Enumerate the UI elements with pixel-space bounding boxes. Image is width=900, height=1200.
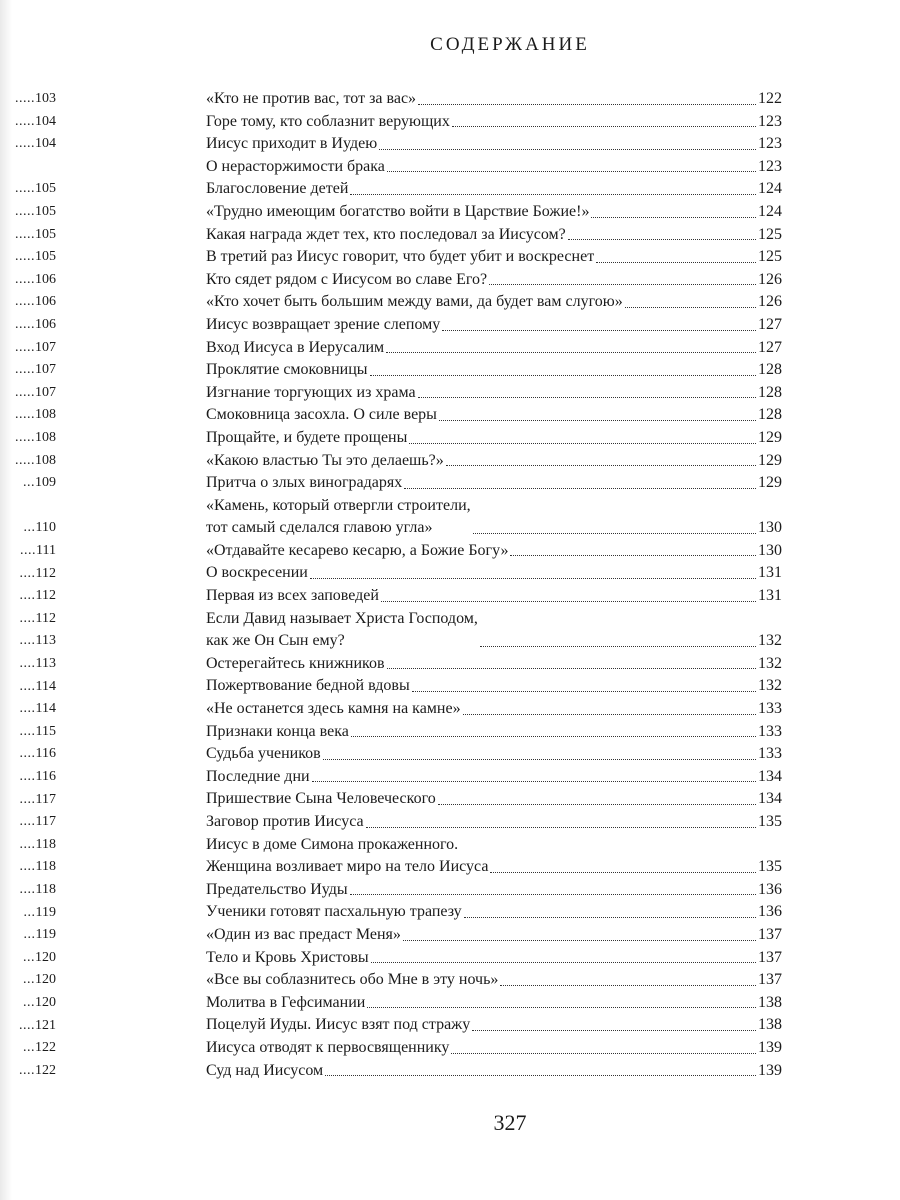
toc-entry (206, 766, 782, 789)
left-page-number (19, 1015, 56, 1037)
left-dot-leader: ..... (15, 317, 35, 332)
left-dot-leader: ..... (15, 136, 35, 152)
dot-leader (500, 985, 756, 986)
left-page-number (24, 517, 56, 539)
left-page-num: 120 (35, 949, 56, 965)
left-dot-leader: .... (19, 565, 36, 581)
toc-entry-page: 122 (758, 90, 782, 107)
toc-entry (206, 901, 782, 924)
toc-entry (206, 382, 782, 405)
left-page-number (15, 382, 56, 404)
left-page-number (20, 630, 56, 652)
toc-entry-title: Иисуса отводят к первосвященнику (206, 1038, 450, 1056)
left-page-num: 108 (35, 430, 56, 445)
left-page-number (23, 992, 56, 1014)
toc-entry (206, 314, 782, 337)
toc-entry-page: 132 (758, 677, 782, 695)
dot-leader (473, 533, 756, 534)
left-dot-leader: ... (23, 904, 36, 920)
left-dot-leader: .... (19, 723, 36, 739)
left-page-num: 122 (35, 1062, 56, 1078)
toc-entry-page: 130 (758, 541, 782, 559)
dot-leader (442, 330, 756, 331)
left-page-num: 122 (35, 1040, 56, 1056)
left-page-number (15, 269, 56, 291)
left-page-number (15, 224, 56, 246)
toc-entry-title: Благословение детей (206, 180, 349, 198)
left-page-num: 105 (35, 204, 56, 219)
left-page-number (15, 201, 56, 223)
left-page-number (24, 924, 56, 946)
left-page-number (15, 450, 56, 472)
left-dot-leader: ..... (15, 452, 35, 468)
toc-entry-page: 137 (758, 971, 782, 989)
left-page-num: 113 (35, 656, 56, 671)
toc-entry-page: 124 (758, 202, 782, 220)
left-dot-leader: .... (19, 610, 36, 626)
left-page-number (20, 585, 56, 607)
toc-entry-title: Пожертвование бедной вдовы (206, 677, 410, 695)
toc-entry-title: «Отдавайте кесарево кесарю, а Божие Богу» (206, 541, 509, 559)
toc-entry-title: Ученики готовят пасхальную трапезу (206, 903, 462, 921)
page-title: СОДЕРЖАНИЕ (430, 34, 590, 55)
toc-entry (206, 427, 782, 450)
toc-entry-page: 130 (758, 519, 782, 537)
left-page-number (20, 766, 56, 788)
toc-entry-page: 133 (758, 722, 782, 740)
left-dot-leader: ... (23, 949, 35, 965)
left-dot-leader: ... (23, 1040, 35, 1056)
toc-entry-page: 136 (758, 880, 782, 898)
left-page-num: 114 (35, 701, 56, 717)
left-dot-leader: ..... (15, 91, 35, 106)
dot-leader (439, 420, 756, 421)
left-page-num: 113 (35, 633, 56, 649)
toc-entry-title: Притча о злых виноградарях (206, 474, 403, 492)
toc-entry-page: 132 (758, 654, 782, 672)
toc-entry-title: «Какою властью Ты это делаешь?» (206, 451, 444, 469)
dot-leader (418, 397, 756, 398)
left-page-num: 111 (36, 543, 56, 558)
left-page-number (20, 856, 56, 878)
dot-leader (323, 759, 756, 760)
toc-entry (206, 924, 782, 947)
toc-entry-page: 134 (758, 790, 782, 808)
left-page-num: 114 (35, 678, 56, 694)
left-page-number (20, 676, 56, 698)
toc-entry-title: Молитва в Гефсимании (206, 993, 366, 1011)
toc-entry-page: 135 (758, 813, 782, 830)
toc-entry-page: 127 (758, 338, 782, 356)
toc-entry-page: 136 (758, 903, 782, 921)
toc-entry-title: Заговор против Иисуса (206, 813, 364, 830)
dot-leader (412, 691, 756, 692)
toc-entry (206, 969, 782, 992)
toc-entry-page: 127 (758, 315, 782, 333)
left-page-number (23, 472, 56, 494)
left-page-number (20, 653, 56, 675)
toc-entry-title: О воскресении (206, 564, 308, 582)
toc-entry (206, 721, 782, 744)
toc-entry (206, 1060, 782, 1083)
left-dot-leader: ... (23, 927, 36, 943)
page-number: 327 (493, 1110, 527, 1135)
left-dot-leader: ..... (15, 294, 35, 310)
toc-entry-title: Признаки конца века (206, 722, 349, 740)
left-page-number (20, 811, 56, 833)
toc-entry (206, 88, 782, 111)
left-page-num: 115 (35, 723, 56, 739)
left-page-num: 106 (35, 294, 56, 310)
toc-entry-title: «Не останется здесь камня на камне» (206, 700, 461, 718)
toc-entry (206, 675, 782, 698)
left-page-num: 118 (35, 836, 56, 852)
left-dot-leader: ..... (15, 181, 35, 197)
toc-entry-page: 138 (758, 993, 782, 1011)
toc-entry (206, 337, 782, 360)
left-page-num: 120 (35, 995, 56, 1010)
toc-entry (206, 992, 782, 1015)
toc-entry-title: Изгнание торгующих из храма (206, 383, 416, 401)
left-page-number (15, 178, 56, 200)
left-page-num: 107 (35, 384, 56, 400)
left-page-num: 108 (35, 407, 56, 423)
left-page-number (15, 404, 56, 426)
left-dot-leader: ..... (15, 113, 35, 129)
dot-leader (325, 1075, 756, 1076)
toc-entry (206, 834, 782, 879)
left-page-number (23, 947, 56, 969)
toc-entry-page: 132 (758, 632, 782, 650)
dot-leader (409, 443, 756, 444)
left-dot-leader: ..... (15, 362, 35, 378)
toc-entry-page: 125 (758, 225, 782, 243)
left-page-number (15, 291, 56, 313)
toc-entry-page: 139 (758, 1038, 782, 1056)
dot-leader (387, 171, 756, 172)
dot-leader (350, 894, 756, 895)
toc-entry (206, 246, 782, 269)
left-dot-leader: .... (19, 678, 36, 694)
dot-leader (463, 714, 756, 715)
toc-entry (206, 608, 782, 653)
left-page-num: 104 (35, 136, 56, 152)
toc-entry-page: 125 (758, 248, 782, 266)
toc-entry-title: Вход Иисуса в Иерусалим (206, 338, 385, 356)
left-dot-leader: .... (19, 656, 36, 671)
toc-entry-title: Кто сядет рядом с Иисусом во славе Его? (206, 270, 488, 288)
left-dot-leader: .... (20, 543, 37, 558)
toc-entry (206, 879, 782, 902)
left-page-number (15, 133, 56, 155)
toc-entry-page: 126 (758, 270, 782, 288)
dot-leader (510, 555, 756, 556)
toc-entry-title: О нерасторжимости брака (206, 157, 385, 175)
left-page-number (15, 427, 56, 449)
dot-leader (418, 104, 756, 105)
left-dot-leader: ..... (15, 226, 35, 242)
dot-leader (312, 781, 756, 782)
dot-leader (472, 1030, 756, 1031)
toc-entry-title: Смоковница засохла. О силе веры (206, 406, 437, 424)
dot-leader (387, 668, 756, 669)
left-dot-leader: .... (19, 1062, 35, 1078)
left-dot-leader: .... (19, 701, 36, 717)
dot-leader (370, 375, 756, 376)
left-page-num: 119 (35, 904, 56, 920)
dot-leader (438, 804, 756, 805)
toc-entry (206, 585, 782, 608)
left-dot-leader: .... (19, 1017, 35, 1033)
dot-leader (366, 827, 756, 828)
left-page-number (20, 563, 56, 585)
toc-entry-title: Какая награда ждет тех, кто последовал за Иисусом? (206, 225, 566, 243)
toc-entry-page: 131 (758, 587, 782, 605)
left-dot-leader: ..... (15, 430, 35, 445)
toc-entry (206, 359, 782, 382)
toc-entry-page: 137 (758, 948, 782, 966)
left-page-num: 112 (35, 565, 56, 581)
toc-entry-title: «Камень, который отвергли строители, тот самый сделался главою угла» (206, 496, 471, 537)
toc-entry-page: 129 (758, 428, 782, 446)
toc-entry-title: «Все вы соблазнитесь обо Мне в эту ночь» (206, 971, 499, 989)
left-page-num: 116 (35, 769, 56, 784)
left-page-number (20, 879, 56, 901)
dot-leader (452, 126, 756, 127)
toc-entry-page: 123 (758, 112, 782, 130)
toc-entry-page: 126 (758, 293, 782, 311)
dot-leader (386, 352, 756, 353)
dot-leader (403, 940, 756, 941)
toc-entry-title: «Один из вас предаст Меня» (206, 925, 401, 943)
left-dot-leader: ... (23, 520, 36, 536)
toc-entry (206, 811, 782, 834)
toc-entry-title: Горе тому, кто соблазнит верующих (206, 112, 450, 130)
toc-entry-page: 129 (758, 474, 782, 492)
toc-entry (206, 947, 782, 970)
left-page-num: 112 (35, 588, 56, 604)
left-page-number (15, 111, 56, 133)
dot-leader (451, 1053, 756, 1054)
dot-leader (591, 217, 756, 218)
left-dot-leader: .... (19, 588, 36, 604)
left-page-number (20, 540, 56, 562)
toc-entry-title: Иисус приходит в Иудею (206, 135, 378, 153)
toc-entry-title: Предательство Иуды (206, 880, 348, 898)
toc-entry-title: Тело и Кровь Христовы (206, 948, 369, 966)
left-page-num: 118 (35, 882, 56, 897)
left-dot-leader: .... (19, 633, 36, 649)
left-page-num: 117 (35, 791, 56, 807)
toc-entry-title: Поцелуй Иуды. Иисус взят под стражу (206, 1016, 471, 1034)
toc-entry-title: Иисус в доме Симона прокаженного. Женщина возливает миро на тело Иисуса (206, 835, 489, 876)
dot-leader (310, 578, 756, 579)
left-page-num: 110 (35, 520, 56, 536)
left-page-number (20, 698, 56, 720)
left-dot-leader: .... (19, 746, 36, 762)
left-page-num: 118 (35, 859, 56, 875)
toc-entry-title: Судьба учеников (206, 745, 321, 763)
table-of-contents (206, 88, 782, 1082)
toc-entry (206, 1037, 782, 1060)
toc-entry-page: 129 (758, 451, 782, 469)
toc-entry-page: 135 (758, 858, 782, 876)
left-dot-leader: .... (19, 859, 36, 875)
left-dot-leader: ..... (15, 249, 35, 265)
left-page-number (15, 314, 56, 336)
left-page-num: 107 (35, 339, 56, 355)
left-dot-leader: ..... (15, 384, 35, 400)
left-page-num: 105 (35, 226, 56, 242)
toc-entry-page: 128 (758, 383, 782, 401)
toc-entry (206, 788, 782, 811)
left-dot-leader: .... (19, 836, 36, 852)
toc-entry-page: 123 (758, 157, 782, 175)
toc-entry-page: 128 (758, 406, 782, 424)
left-page-number (20, 743, 56, 765)
toc-entry (206, 472, 782, 495)
dot-leader (381, 601, 756, 602)
left-page-num: 105 (35, 181, 56, 197)
toc-entry (206, 224, 782, 247)
left-page-number (23, 1037, 56, 1059)
left-page-num: 106 (35, 317, 56, 332)
toc-entry-title: Остерегайтесь книжников (206, 654, 385, 672)
dot-leader (350, 194, 756, 195)
toc-entry-title: «Кто хочет быть большим между вами, да будет вам слугою» (206, 293, 623, 311)
toc-entry (206, 495, 782, 540)
toc-entry (206, 111, 782, 134)
toc-entry (206, 404, 782, 427)
toc-entry (206, 743, 782, 766)
dot-leader (625, 307, 756, 308)
toc-entry-page: 133 (758, 700, 782, 718)
toc-entry (206, 653, 782, 676)
toc-entry-page: 137 (758, 925, 782, 943)
dot-leader (490, 872, 756, 873)
left-page-num: 108 (35, 452, 56, 468)
left-page-number (24, 902, 56, 924)
toc-entry-title: Проклятие смоковницы (206, 361, 368, 379)
left-dot-leader: ..... (15, 339, 35, 355)
left-page-num: 105 (35, 249, 56, 265)
toc-entry-title: Иисус возвращает зрение слепому (206, 315, 441, 333)
dot-leader (596, 262, 756, 263)
left-page-num: 103 (35, 91, 56, 106)
left-page-num: 107 (35, 362, 56, 378)
dot-leader (480, 646, 756, 647)
toc-entry-page: 134 (758, 767, 782, 785)
left-dot-leader: ..... (15, 271, 35, 287)
left-dot-leader: ... (23, 995, 35, 1010)
page-gutter (0, 0, 12, 1200)
left-dot-leader: .... (19, 791, 36, 807)
dot-leader (367, 1007, 756, 1008)
left-page-num: 112 (35, 610, 56, 626)
dot-leader (371, 962, 756, 963)
left-page-num: 109 (35, 475, 56, 491)
left-dot-leader: ... (23, 972, 35, 988)
left-page-number (20, 834, 56, 856)
toc-entry (206, 156, 782, 179)
left-dot-leader: .... (19, 769, 36, 784)
toc-entry (206, 269, 782, 292)
left-page-num: 116 (35, 746, 56, 762)
dot-leader (568, 239, 756, 240)
left-page-number (19, 1060, 56, 1082)
toc-entry-page: 124 (758, 180, 782, 198)
left-page-num: 119 (35, 927, 56, 943)
left-page-number (23, 969, 56, 991)
left-page-number (15, 88, 56, 110)
dot-leader (489, 284, 756, 285)
left-dot-leader: ..... (15, 407, 35, 423)
dot-leader (404, 488, 756, 489)
toc-entry (206, 201, 782, 224)
left-dot-leader: ..... (15, 204, 35, 219)
toc-entry (206, 133, 782, 156)
left-page-number (15, 246, 56, 268)
left-page-num: 121 (35, 1017, 56, 1033)
dot-leader (379, 149, 756, 150)
left-page-num: 120 (35, 972, 56, 988)
toc-entry (206, 450, 782, 473)
left-page-num: 106 (35, 271, 56, 287)
left-page-number (20, 721, 56, 743)
toc-entry-page: 139 (758, 1061, 782, 1079)
toc-entry-title: В третий раз Иисус говорит, что будет убит и воскреснет (206, 248, 595, 266)
toc-entry (206, 698, 782, 721)
dot-leader (464, 917, 756, 918)
left-dot-leader: .... (19, 882, 36, 897)
left-page-number (15, 337, 56, 359)
toc-entry-title: Если Давид называет Христа Господом, как же Он Сын ему? (206, 609, 478, 650)
left-page-num: 117 (35, 814, 56, 830)
toc-entry-title: «Кто не против вас, тот за вас» (206, 90, 417, 107)
toc-entry-title: «Трудно имеющим богатство войти в Царствие Божие!» (206, 202, 590, 220)
toc-entry-page: 133 (758, 745, 782, 763)
left-dot-leader: .... (19, 814, 36, 830)
left-dot-leader: ... (23, 475, 35, 491)
toc-entry (206, 540, 782, 563)
dot-leader (446, 465, 756, 466)
left-page-number (15, 359, 56, 381)
toc-entry (206, 291, 782, 314)
toc-entry-page: 131 (758, 564, 782, 582)
toc-entry-page: 128 (758, 361, 782, 379)
toc-entry-page: 138 (758, 1016, 782, 1034)
toc-entry (206, 178, 782, 201)
left-page-num: 104 (35, 113, 56, 129)
toc-entry-title: Последние дни (206, 767, 310, 785)
toc-entry-title: Пришествие Сына Человеческого (206, 790, 436, 808)
toc-entry-page: 123 (758, 135, 782, 153)
left-page-number (20, 608, 56, 630)
dot-leader (351, 736, 756, 737)
toc-entry-title: Первая из всех заповедей (206, 587, 379, 605)
toc-entry (206, 562, 782, 585)
toc-entry-title: Суд над Иисусом (206, 1061, 324, 1079)
toc-entry-title: Прощайте, и будете прощены (206, 428, 408, 446)
toc-entry (206, 1014, 782, 1037)
left-page-number (20, 789, 56, 811)
